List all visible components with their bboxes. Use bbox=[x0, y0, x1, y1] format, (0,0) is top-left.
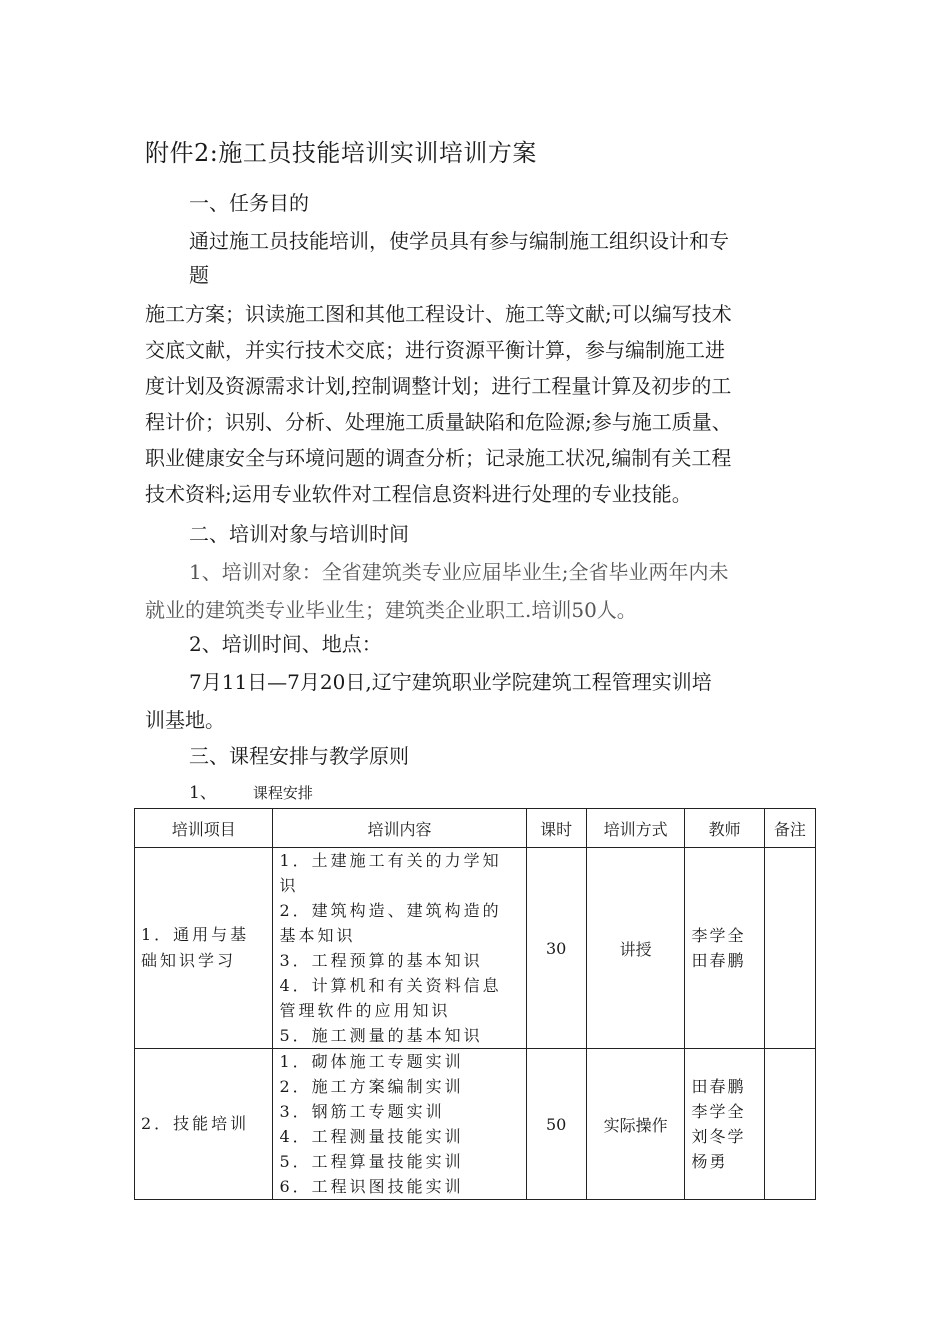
paragraph-line: 职业健康安全与环境问题的调查分析；记录施工状况,编制有关工程 bbox=[145, 446, 732, 470]
cell-content bbox=[273, 1049, 526, 1200]
section-heading-trainees: 二、培训对象与培训时间 bbox=[189, 522, 409, 546]
teacher-name: 田春鹏 bbox=[691, 951, 746, 970]
paragraph-line: 训基地。 bbox=[145, 708, 225, 732]
table-header-row bbox=[135, 809, 816, 848]
section-heading-courses: 三、课程安排与教学原则 bbox=[189, 744, 409, 768]
content-item: 1．砌体施工专题实训 bbox=[279, 1052, 464, 1071]
paragraph-line: 1、培训对象：全省建筑类专业应届毕业生;全省毕业两年内未 bbox=[189, 560, 729, 584]
paragraph-line: 7月11日—7月20日,辽宁建筑职业学院建筑工程管理实训培 bbox=[189, 670, 712, 694]
cell-content bbox=[273, 848, 526, 1049]
cell-teachers bbox=[685, 1049, 764, 1200]
content-item: 3．工程预算的基本知识 bbox=[279, 951, 483, 970]
cell-teachers bbox=[685, 848, 764, 1049]
content-item: 1．土建施工有关的力学知识 bbox=[279, 851, 502, 895]
content-item: 3．钢筋工专题实训 bbox=[279, 1102, 445, 1121]
paragraph-line: 度计划及资源需求计划,控制调整计划；进行工程量计算及初步的工 bbox=[145, 374, 732, 398]
teacher-name: 杨勇 bbox=[691, 1152, 728, 1171]
cell-note bbox=[764, 1049, 815, 1200]
cell-project: 1．通用与基础知识学习 bbox=[135, 848, 273, 1049]
paragraph-line: 技术资料;运用专业软件对工程信息资料进行处理的专业技能。 bbox=[145, 482, 692, 506]
paragraph-line: 题 bbox=[189, 263, 209, 287]
cell-mode: 实际操作 bbox=[586, 1049, 685, 1200]
content-item: 6．工程识图技能实训 bbox=[279, 1177, 464, 1196]
header-hours: 课时 bbox=[526, 809, 586, 848]
cell-hours: 50 bbox=[526, 1049, 586, 1200]
teacher-name: 田春鹏 bbox=[691, 1077, 746, 1096]
document-title: 附件2:施工员技能培训实训培训方案 bbox=[145, 139, 537, 167]
table-row bbox=[135, 1049, 816, 1200]
paragraph-line: 就业的建筑类专业毕业生；建筑类企业职工.培训50人。 bbox=[145, 598, 637, 622]
header-content: 培训内容 bbox=[273, 809, 526, 848]
paragraph-line: 交底文献，并实行技术交底；进行资源平衡计算，参与编制施工进 bbox=[145, 338, 725, 362]
table-row bbox=[135, 848, 816, 1049]
cell-note bbox=[764, 848, 815, 1049]
content-item: 4．工程测量技能实训 bbox=[279, 1127, 464, 1146]
list-label: 课程安排 bbox=[252, 784, 313, 802]
header-project: 培训项目 bbox=[135, 809, 273, 848]
header-teacher: 教师 bbox=[685, 809, 764, 848]
content-item: 2．建筑构造、建筑构造的基本知识 bbox=[279, 901, 502, 945]
header-note: 备注 bbox=[764, 809, 815, 848]
paragraph-line: 程计价；识别、分析、处理施工质量缺陷和危险源;参与施工质量、 bbox=[145, 410, 732, 434]
paragraph-line: 通过施工员技能培训，使学员具有参与编制施工组织设计和专 bbox=[189, 229, 729, 253]
list-number: 1、 bbox=[189, 783, 217, 803]
cell-mode: 讲授 bbox=[586, 848, 685, 1049]
teacher-name: 李学全 bbox=[691, 926, 746, 945]
teacher-name: 李学全 bbox=[691, 1102, 746, 1121]
content-item: 5．施工测量的基本知识 bbox=[279, 1026, 483, 1045]
paragraph-line: 2、培训时间、地点： bbox=[189, 632, 382, 656]
content-item: 5．工程算量技能实训 bbox=[279, 1152, 464, 1171]
section-heading-purpose: 一、任务目的 bbox=[189, 191, 309, 215]
teacher-name: 刘冬学 bbox=[691, 1127, 746, 1146]
course-table bbox=[134, 808, 816, 1200]
content-item: 2．施工方案编制实训 bbox=[279, 1077, 464, 1096]
cell-hours: 30 bbox=[526, 848, 586, 1049]
content-item: 4．计算机和有关资料信息管理软件的应用知识 bbox=[279, 976, 502, 1020]
header-mode: 培训方式 bbox=[586, 809, 685, 848]
list-heading bbox=[189, 778, 313, 803]
cell-project: 2．技能培训 bbox=[135, 1049, 273, 1200]
paragraph-line: 施工方案；识读施工图和其他工程设计、施工等文献;可以编写技术 bbox=[145, 302, 732, 326]
